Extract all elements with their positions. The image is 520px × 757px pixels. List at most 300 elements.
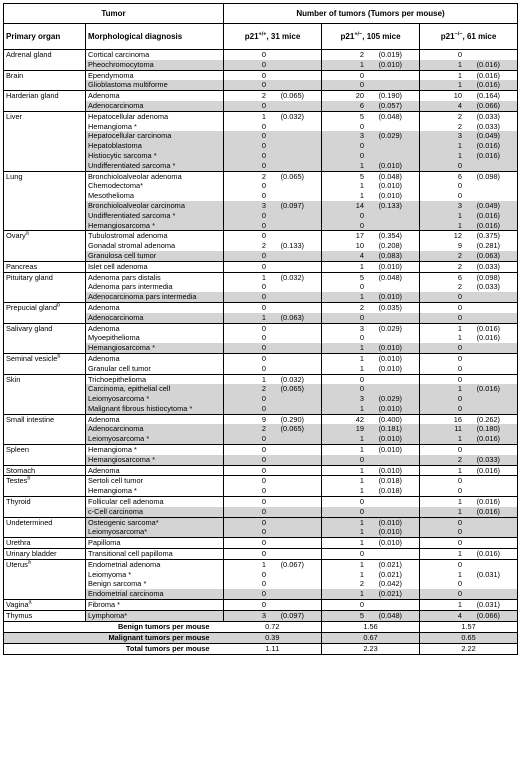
primary-organ-cell — [4, 610, 86, 621]
tumors-per-mouse: (0.065) — [280, 171, 305, 181]
tumors-per-mouse: (0.190) — [378, 91, 403, 101]
diagnosis-cell: Leiomyosarcoma * — [86, 434, 224, 444]
tumors-per-mouse: (0.010) — [378, 181, 403, 191]
group2-cell — [322, 282, 420, 292]
tumor-count: 0 — [457, 559, 463, 569]
table-row — [4, 292, 518, 302]
tumor-count: 0 — [261, 50, 267, 59]
tumor-count: 0 — [261, 210, 267, 220]
tumors-per-mouse: (0.063) — [280, 312, 305, 322]
group2-cell — [322, 292, 420, 302]
organ-label: Seminal vesicle — [6, 353, 58, 363]
diagnosis-cell: Fibroma * — [86, 600, 224, 611]
tumor-count: 1 — [261, 111, 267, 121]
group2-cell — [322, 343, 420, 353]
tumors-per-mouse: (0.033) — [476, 282, 501, 292]
tumor-count: 0 — [261, 70, 267, 80]
group3-cell — [420, 91, 518, 101]
organ-footnote: a — [25, 230, 29, 237]
table-row — [4, 353, 518, 363]
tumor-count: 2 — [359, 579, 365, 589]
summary-group3-value: 1.57 — [420, 621, 518, 632]
tumors-per-mouse: (0.010) — [378, 465, 403, 475]
tumor-count: 1 — [261, 272, 267, 282]
group2-cell — [322, 384, 420, 394]
table-row — [4, 141, 518, 151]
group3-cell — [420, 70, 518, 80]
tumor-count: 0 — [261, 59, 267, 69]
tumor-count: 0 — [261, 282, 267, 292]
tumors-per-mouse: (0.010) — [378, 445, 403, 455]
tumors-per-mouse: (0.033) — [476, 261, 501, 271]
table-row — [4, 80, 518, 90]
primary-organ-cell — [4, 272, 86, 282]
group2-cell — [322, 221, 420, 231]
diagnosis-cell: Leiomyoma * — [86, 570, 224, 580]
tumor-count: 2 — [261, 424, 267, 434]
summary-row — [4, 621, 518, 632]
group3-cell — [420, 333, 518, 343]
tumor-count: 0 — [261, 579, 267, 589]
primary-organ-cell — [4, 211, 86, 221]
tumor-count: 1 — [457, 70, 463, 80]
group3-cell — [420, 384, 518, 394]
group1-cell — [224, 261, 322, 272]
tumors-per-mouse: (0.164) — [476, 91, 501, 101]
tumor-count: 3 — [457, 200, 463, 210]
table-row — [4, 538, 518, 549]
tumor-header: Tumor — [4, 4, 224, 24]
table-row — [4, 272, 518, 282]
tumor-count: 0 — [457, 486, 463, 496]
tumors-per-mouse: (0.290) — [280, 414, 305, 424]
group2-cell — [322, 91, 420, 101]
tumor-count: 0 — [261, 250, 267, 260]
group1-cell — [224, 434, 322, 444]
group2-cell — [322, 465, 420, 476]
group3-cell — [420, 517, 518, 527]
group3-cell — [420, 101, 518, 111]
tumor-count: 3 — [359, 131, 365, 141]
tumors-per-mouse: (0.010) — [378, 191, 403, 201]
group2-cell — [322, 538, 420, 549]
table-row — [4, 261, 518, 272]
diagnosis-cell: Ependymoma — [86, 70, 224, 80]
tumor-table — [3, 3, 518, 655]
diagnosis-cell: Hemangiosarcoma * — [86, 221, 224, 231]
group1-cell — [224, 559, 322, 569]
tumor-count: 1 — [359, 191, 365, 201]
group3-cell — [420, 343, 518, 353]
tumor-count: 0 — [457, 50, 463, 59]
table-row — [4, 282, 518, 292]
primary-organ-cell — [4, 476, 86, 486]
group1-cell — [224, 251, 322, 261]
group1-cell — [224, 600, 322, 611]
group2-cell — [322, 527, 420, 537]
group2-cell — [322, 507, 420, 517]
tumor-count: 1 — [359, 181, 365, 191]
primary-organ-cell — [4, 343, 86, 353]
tumor-count: 0 — [457, 374, 463, 384]
table-row — [4, 101, 518, 111]
primary-organ-cell — [4, 161, 86, 171]
table-row — [4, 486, 518, 496]
tumors-per-mouse: (0.097) — [280, 200, 305, 210]
organ-label: Thymus — [6, 610, 33, 620]
tumor-count: 0 — [261, 476, 267, 486]
group1-cell — [224, 414, 322, 424]
tumor-count: 3 — [359, 323, 365, 333]
tumor-count: 0 — [261, 261, 267, 271]
primary-organ-cell — [4, 111, 86, 121]
table-row — [4, 517, 518, 527]
tumors-per-mouse: (0.018) — [378, 486, 403, 496]
group3-cell — [420, 191, 518, 201]
primary-organ-cell — [4, 323, 86, 333]
tumors-per-mouse: (0.016) — [476, 497, 501, 507]
group1-cell — [224, 272, 322, 282]
tumors-per-mouse: (0.010) — [378, 527, 403, 537]
tumor-count: 2 — [457, 282, 463, 292]
group3-cell — [420, 122, 518, 132]
group2-cell — [322, 455, 420, 465]
tumor-count: 1 — [359, 486, 365, 496]
tumor-count: 0 — [359, 141, 365, 151]
diagnosis-cell: Cortical carcinoma — [86, 50, 224, 60]
group3-cell — [420, 414, 518, 424]
table-row — [4, 497, 518, 507]
diagnosis-cell: Hepatoblastoma — [86, 141, 224, 151]
group1-cell — [224, 171, 322, 181]
tumors-per-mouse: (0.048) — [378, 111, 403, 121]
tumor-count: 1 — [359, 538, 365, 548]
group3-cell — [420, 272, 518, 282]
group1-superscript: +/+ — [258, 30, 267, 37]
group1-cell — [224, 241, 322, 251]
group2-cell — [322, 171, 420, 181]
tumor-count: 0 — [261, 454, 267, 464]
diagnosis-cell: Adenocarcinoma — [86, 101, 224, 111]
table-row — [4, 70, 518, 80]
primary-organ-cell — [4, 364, 86, 374]
primary-organ-cell — [4, 538, 86, 549]
tumors-per-mouse: (0.029) — [378, 131, 403, 141]
tumors-per-mouse: (0.098) — [476, 272, 501, 282]
tumors-per-mouse: (0.010) — [378, 403, 403, 413]
primary-organ-cell — [4, 221, 86, 231]
tumor-count: 2 — [261, 171, 267, 181]
tumor-count: 0 — [261, 506, 267, 516]
primary-organ-cell — [4, 434, 86, 444]
group1-cell — [224, 231, 322, 241]
tumor-count: 1 — [457, 150, 463, 160]
group2-cell — [322, 549, 420, 560]
group3-cell — [420, 538, 518, 549]
table-row — [4, 610, 518, 621]
diagnosis-cell: Leiomyosarcoma* — [86, 527, 224, 537]
diagnosis-cell: Sertoli cell tumor — [86, 476, 224, 486]
tumors-per-mouse: (0.057) — [378, 100, 403, 110]
number-header: Number of tumors (Tumors per mouse) — [224, 4, 518, 24]
primary-organ-cell — [4, 549, 86, 560]
tumor-count: 1 — [457, 600, 463, 610]
table-row — [4, 211, 518, 221]
primary-organ-cell — [4, 70, 86, 80]
tumor-count: 0 — [457, 527, 463, 537]
table-row — [4, 414, 518, 424]
tumor-count: 9 — [261, 414, 267, 424]
group2-cell — [322, 272, 420, 282]
group2-cell — [322, 181, 420, 191]
tumor-count: 0 — [261, 323, 267, 333]
tumor-count: 3 — [261, 200, 267, 210]
tumor-count: 1 — [359, 292, 365, 302]
primary-organ-cell — [4, 201, 86, 211]
diagnosis-cell: Granular cell tumor — [86, 364, 224, 374]
group3-cell — [420, 302, 518, 312]
primary-organ-cell — [4, 486, 86, 496]
group3-cell — [420, 221, 518, 231]
tumor-count: 1 — [457, 497, 463, 507]
diagnosis-cell: Bronchioloalveolar carcinoma — [86, 201, 224, 211]
primary-organ-cell — [4, 455, 86, 465]
tumors-per-mouse: (0.016) — [476, 506, 501, 516]
tumors-per-mouse: (0.048) — [378, 610, 403, 620]
tumors-per-mouse: (0.019) — [378, 50, 403, 59]
primary-organ-cell — [4, 465, 86, 476]
tumor-count: 0 — [261, 486, 267, 496]
tumor-count: 0 — [359, 210, 365, 220]
diagnosis-cell: Adenoma — [86, 353, 224, 363]
group2-cell — [322, 251, 420, 261]
diagnosis-cell: Adenoma pars distalis — [86, 272, 224, 282]
diagnosis-cell: Histiocytic sarcoma * — [86, 151, 224, 161]
organ-label: Uterus — [6, 559, 28, 569]
tumor-count: 2 — [261, 91, 267, 101]
tumor-count: 17 — [355, 231, 365, 241]
group3-cell — [420, 241, 518, 251]
tumor-count: 0 — [457, 517, 463, 527]
tumor-count: 1 — [457, 506, 463, 516]
tumor-count: 0 — [261, 150, 267, 160]
diagnosis-cell: Adenoma — [86, 465, 224, 476]
group1-cell — [224, 579, 322, 589]
group2-cell — [322, 559, 420, 569]
tumor-count: 0 — [261, 191, 267, 201]
group3-cell — [420, 486, 518, 496]
group3-cell — [420, 111, 518, 121]
tumor-count: 0 — [457, 445, 463, 455]
diagnosis-cell: Transitional cell papilloma — [86, 549, 224, 560]
organ-footnote: a — [28, 599, 32, 606]
table-row — [4, 333, 518, 343]
tumor-count: 0 — [261, 353, 267, 363]
group1-cell — [224, 91, 322, 101]
tumor-count: 4 — [359, 250, 365, 260]
tumors-per-mouse: (0.016) — [476, 220, 501, 230]
tumor-count: 1 — [261, 312, 267, 322]
group2-cell — [322, 60, 420, 70]
group2-cell — [322, 579, 420, 589]
primary-organ-cell — [4, 589, 86, 599]
group3-cell — [420, 171, 518, 181]
group3-cell — [420, 497, 518, 507]
table-row — [4, 151, 518, 161]
tumors-per-mouse: (0.281) — [476, 241, 501, 251]
tumors-per-mouse: (0.375) — [476, 231, 501, 241]
table-row — [4, 241, 518, 251]
tumor-count: 0 — [359, 506, 365, 516]
tumor-count: 1 — [359, 59, 365, 69]
tumor-count: 42 — [355, 414, 365, 424]
tumors-per-mouse: (0.010) — [378, 160, 403, 170]
tumor-count: 0 — [359, 150, 365, 160]
group3-cell — [420, 261, 518, 272]
group2-superscript: +/− — [354, 30, 363, 37]
diagnosis-cell: Hepatocellular carcinoma — [86, 131, 224, 141]
tumors-per-mouse: (0.098) — [476, 171, 501, 181]
table-row — [4, 364, 518, 374]
group1-cell — [224, 343, 322, 353]
group3-cell — [420, 353, 518, 363]
table-row — [4, 579, 518, 589]
group3-cell — [420, 374, 518, 384]
tumors-per-mouse: (0.029) — [378, 323, 403, 333]
primary-organ-cell — [4, 60, 86, 70]
organ-label: Urethra — [6, 538, 31, 548]
primary-organ-cell — [4, 497, 86, 507]
group2-cell — [322, 353, 420, 363]
group1-cell — [224, 80, 322, 90]
tumor-count: 0 — [261, 527, 267, 537]
table-row — [4, 302, 518, 312]
tumor-count: 0 — [457, 589, 463, 599]
diagnosis-cell: Mesothelioma — [86, 191, 224, 201]
summary-row — [4, 632, 518, 643]
primary-organ-cell — [4, 445, 86, 455]
summary-group2-value: 1.56 — [322, 621, 420, 632]
tumor-count: 0 — [457, 476, 463, 486]
tumor-count: 5 — [359, 171, 365, 181]
group3-cell — [420, 251, 518, 261]
tumors-per-mouse: (0.021) — [378, 589, 403, 599]
group1-cell — [224, 384, 322, 394]
group2-cell — [322, 600, 420, 611]
table-row — [4, 191, 518, 201]
tumors-per-mouse: (0.133) — [378, 200, 403, 210]
group1-cell — [224, 50, 322, 60]
organ-footnote: b — [27, 476, 31, 482]
tumor-count: 0 — [457, 292, 463, 302]
tumors-per-mouse: (0.048) — [378, 171, 403, 181]
primary-organ-cell — [4, 570, 86, 580]
group1-header — [224, 24, 322, 50]
tumors-per-mouse: (0.016) — [476, 150, 501, 160]
group2-cell — [322, 323, 420, 333]
table-row — [4, 231, 518, 241]
primary-organ-cell — [4, 527, 86, 537]
diagnosis-cell: Leiomyosarcoma * — [86, 394, 224, 404]
primary-organ-cell — [4, 424, 86, 434]
summary-group3-value: 0.65 — [420, 632, 518, 643]
tumor-count: 2 — [359, 302, 365, 312]
tumor-count: 1 — [457, 323, 463, 333]
tumor-count: 0 — [457, 191, 463, 201]
group2-cell — [322, 141, 420, 151]
tumor-count: 0 — [359, 121, 365, 131]
tumors-per-mouse: (0.097) — [280, 610, 305, 620]
diagnosis-cell: Gonadal stromal adenoma — [86, 241, 224, 251]
organ-label: Pancreas — [6, 261, 38, 271]
primary-organ-cell — [4, 141, 86, 151]
diagnosis-cell: Islet cell adenoma — [86, 261, 224, 272]
group3-cell — [420, 151, 518, 161]
tumor-count: 1 — [457, 384, 463, 394]
tumors-per-mouse: (0.010) — [378, 353, 403, 363]
tumor-count: 0 — [261, 517, 267, 527]
tumor-count: 0 — [261, 302, 267, 312]
tumor-count: 0 — [457, 403, 463, 413]
table-row — [4, 404, 518, 414]
group1-cell — [224, 353, 322, 363]
group1-cell — [224, 191, 322, 201]
group1-cell — [224, 313, 322, 323]
diagnosis-cell: Adenocarcinoma — [86, 424, 224, 434]
tumors-per-mouse: (0.021) — [378, 569, 403, 579]
diagnosis-cell: Benign sarcoma * — [86, 579, 224, 589]
group3-cell — [420, 141, 518, 151]
group3-superscript: −/− — [454, 30, 463, 37]
organ-label: Adrenal gland — [6, 50, 52, 59]
tumor-count: 1 — [457, 141, 463, 151]
group2-cell — [322, 101, 420, 111]
diagnosis-cell: Hepatocellular adenoma — [86, 111, 224, 121]
group2-cell — [322, 70, 420, 80]
tumor-count: 0 — [359, 374, 365, 384]
tumors-per-mouse: (0.016) — [476, 434, 501, 444]
table-row — [4, 50, 518, 60]
tumor-count: 1 — [359, 527, 365, 537]
tumors-per-mouse: (0.181) — [378, 424, 403, 434]
diagnosis-cell: Lymphoma* — [86, 610, 224, 621]
group2-cell — [322, 476, 420, 486]
tumor-count: 0 — [261, 131, 267, 141]
group1-cell — [224, 181, 322, 191]
tumor-count: 5 — [359, 272, 365, 282]
primary-organ-cell — [4, 559, 86, 569]
group1-cell — [224, 211, 322, 221]
diagnosis-cell: Hemangiosarcoma * — [86, 343, 224, 353]
group2-cell — [322, 333, 420, 343]
organ-label: Brain — [6, 70, 24, 80]
diagnosis-cell: Adenocarcinoma — [86, 313, 224, 323]
group2-cell — [322, 424, 420, 434]
tumors-per-mouse: (0.018) — [378, 476, 403, 486]
group2-cell — [322, 497, 420, 507]
table-row — [4, 445, 518, 455]
organ-label: Spleen — [6, 445, 30, 455]
group1-cell — [224, 323, 322, 333]
tumor-count: 19 — [355, 424, 365, 434]
tumor-count: 1 — [457, 210, 463, 220]
table-row — [4, 527, 518, 537]
tumor-count: 1 — [359, 343, 365, 353]
table-row — [4, 161, 518, 171]
organ-label: Undetermined — [6, 517, 53, 527]
tumor-count: 1 — [457, 220, 463, 230]
tumor-count: 10 — [453, 91, 463, 101]
